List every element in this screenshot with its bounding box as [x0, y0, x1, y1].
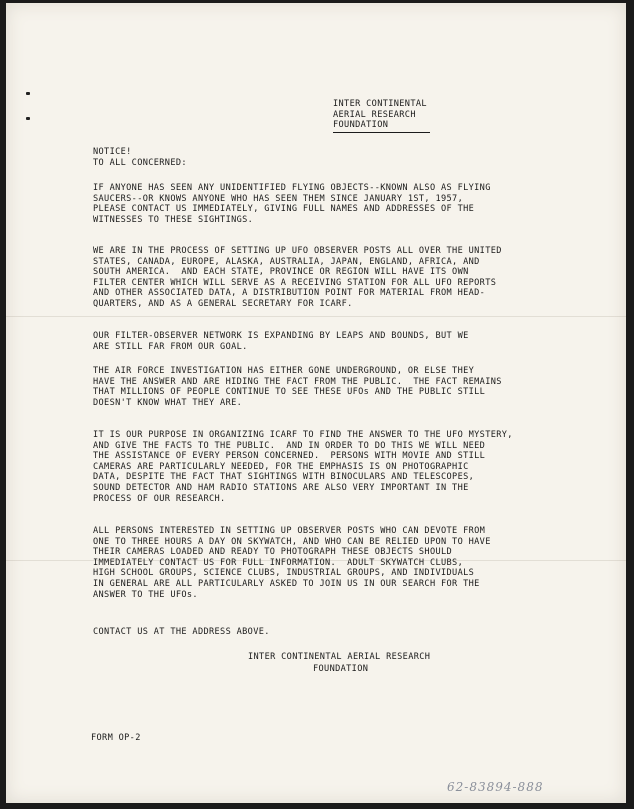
notice-heading: [93, 147, 187, 168]
letterhead-line-1: INTER CONTINENTAL: [333, 99, 427, 109]
letterhead-line-3: FOUNDATION: [333, 120, 430, 133]
punch-hole-mark: [26, 117, 30, 120]
punch-hole-mark: [26, 92, 30, 95]
notice-title: NOTICE!: [93, 147, 132, 157]
letterhead-line-2: AERIAL RESEARCH: [333, 109, 416, 120]
paragraph-air-force: THE AIR FORCE INVESTIGATION HAS EITHER GONE UNDERGROUND, OR ELSE THEY HAVE THE ANSWER AND ARE HIDING THE FACT FROM THE PUBLIC. THE FACT REMAINS THAT MILLIONS OF PEOPLE CONTINUE TO SEE THESE UFOs AND THE PUBLIC STILL DOESN'T KNOW WHAT THEY ARE.: [93, 366, 502, 408]
handwritten-file-number: 62-83894-888: [447, 780, 544, 794]
signature-line-1: INTER CONTINENTAL AERIAL RESEARCH: [248, 652, 431, 662]
contact-line: CONTACT US AT THE ADDRESS ABOVE.: [93, 627, 270, 637]
paragraph-volunteers: ALL PERSONS INTERESTED IN SETTING UP OBSERVER POSTS WHO CAN DEVOTE FROM ONE TO THREE HOURS A DAY ON SKYWATCH, AND WHO CAN BE RELIED UPON TO HAVE THEIR CAMERAS LOADED AND READY TO PHOTOGRAPH THESE OBJECTS SHOULD IMMEDIATELY CONTACT US FOR FULL INFORMATION. ADULT SKYWATCH CLUBS, HIGH SCHOOL GROUPS, SCIENCE CLUBS, INDUSTRIAL GROUPS, AND INDIVIDUALS IN GENERAL ARE ALL PARTICULARLY ASKED TO JOIN US IN OUR SEARCH FOR THE ANSWER TO THE UFOs.: [93, 526, 491, 600]
letterhead: [333, 99, 430, 133]
salutation: TO ALL CONCERNED:: [93, 157, 187, 168]
paragraph-sightings-request: IF ANYONE HAS SEEN ANY UNIDENTIFIED FLYING OBJECTS--KNOWN ALSO AS FLYING SAUCERS--OR KNOWS ANYONE WHO HAS SEEN THEM SINCE JANUARY 1ST, 1957, PLEASE CONTACT US IMMEDIATELY, GIVING FULL NAMES AND ADDRESSES OF THE WITNESSES TO THESE SIGHTINGS.: [93, 183, 491, 225]
form-number: FORM OP-2: [91, 733, 141, 743]
paragraph-observer-posts: WE ARE IN THE PROCESS OF SETTING UP UFO OBSERVER POSTS ALL OVER THE UNITED STATES, CANADA, EUROPE, ALASKA, AUSTRALIA, JAPAN, ENGLAND, AFRICA, AND SOUTH AMERICA. AND EACH STATE, PROVINCE OR REGION WILL HAVE ITS OWN FILTER CENTER WHICH WILL SERVE AS A RECEIVING STATION FOR ALL UFO REPORTS AND OTHER ASSOCIATED DATA, A DISTRIBUTION POINT FOR MATERIAL FROM HEAD- QUARTERS, AND AS A GENERAL SECRETARY FOR ICARF.: [93, 246, 502, 309]
paragraph-purpose: IT IS OUR PURPOSE IN ORGANIZING ICARF TO FIND THE ANSWER TO THE UFO MYSTERY, AND GIVE THE FACTS TO THE PUBLIC. AND IN ORDER TO DO THIS WE WILL NEED THE ASSISTANCE OF EVERY PERSON CONCERNED. PERSONS WITH MOVIE AND STILL CAMERAS ARE PARTICULARLY NEEDED, FOR THE EMPHASIS IS ON PHOTOGRAPHIC DATA, DESPITE THE FACT THAT SIGHTINGS WITH BINOCULARS AND TELESCOPES, SOUND DETECTOR AND HAM RADIO STATIONS ARE ALSO VERY IMPORTANT IN THE PROCESS OF OUR RESEARCH.: [93, 430, 513, 504]
fold-crease-upper: [6, 316, 626, 317]
signature-line-2: FOUNDATION: [313, 664, 369, 674]
paragraph-network-expanding: OUR FILTER-OBSERVER NETWORK IS EXPANDING BY LEAPS AND BOUNDS, BUT WE ARE STILL FAR FROM OUR GOAL.: [93, 331, 469, 352]
